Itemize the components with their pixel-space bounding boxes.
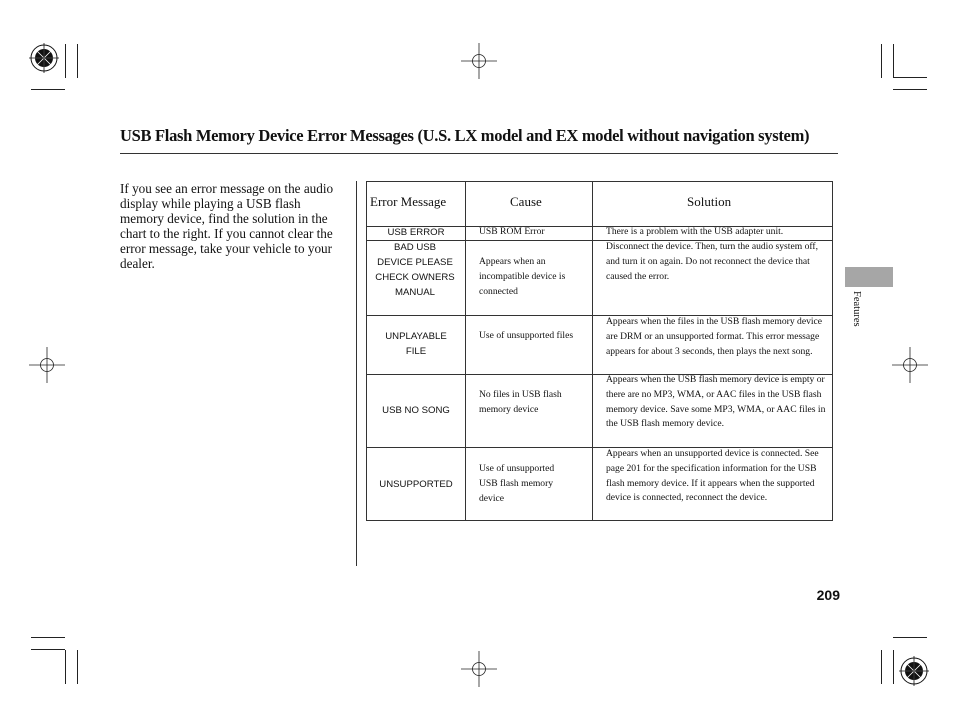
error-solution: Disconnect the device. Then, turn the audio system off, and turn it on again. Do not reconnect the device that caused the error.	[606, 241, 818, 282]
page-title: USB Flash Memory Device Error Messages (U.S. LX model and EX model without navigation system)	[120, 126, 810, 145]
error-cause: USB ROM Error	[479, 226, 545, 237]
column-separator	[465, 182, 466, 520]
error-cause: No files in USB flash memory device	[479, 389, 562, 415]
error-cause: Appears when an incompatible device is connected	[479, 256, 566, 297]
error-cause: Use of unsupported files	[479, 330, 574, 341]
error-solution: Appears when the USB flash memory device is empty or there are no MP3, WMA, or AAC files in the USB flash memory device. Save some MP3, WMA, or AAC files in the USB flash memory device.	[606, 374, 826, 430]
error-message-table	[366, 181, 833, 521]
error-code: UNSUPPORTED	[379, 479, 453, 490]
intro-paragraph: If you see an error message on the audio display while playing a USB flash memory device, find the solution in the chart to the right. If you cannot clear the error message, take your vehicle to your dealer.	[120, 181, 334, 271]
crosshair-icon	[29, 347, 65, 383]
crosshair-icon	[461, 43, 497, 79]
registration-starburst-icon	[899, 656, 929, 686]
column-separator	[592, 182, 593, 520]
error-code: UNPLAYABLE FILE	[385, 331, 447, 357]
crosshair-icon	[461, 651, 497, 687]
header-solution: Solution	[687, 194, 732, 209]
error-code: USB NO SONG	[382, 405, 450, 416]
error-code: BAD USB DEVICE PLEASE CHECK OWNERS MANUAL	[375, 242, 455, 298]
error-solution: Appears when the files in the USB flash memory device are DRM or an unsupported format. This error message appears for about 3 seconds, then plays the next song.	[606, 316, 823, 357]
error-code: USB ERROR	[387, 227, 445, 238]
page-number: 209	[816, 587, 840, 603]
error-cause: Use of unsupported USB flash memory device	[479, 463, 555, 504]
title-divider	[120, 153, 838, 154]
header-error-message: Error Message	[370, 194, 447, 209]
crosshair-icon	[892, 347, 928, 383]
error-solution: Appears when an unsupported device is connected. See page 201 for the specification information for the USB flash memory device. If it appears when the supported device is connected, reconnect the device.	[606, 448, 819, 504]
section-label: Features	[851, 291, 862, 327]
section-tab	[845, 267, 893, 287]
column-divider	[356, 181, 357, 566]
error-solution: There is a problem with the USB adapter unit.	[606, 226, 784, 237]
registration-starburst-icon	[29, 43, 59, 73]
header-cause: Cause	[510, 194, 542, 209]
